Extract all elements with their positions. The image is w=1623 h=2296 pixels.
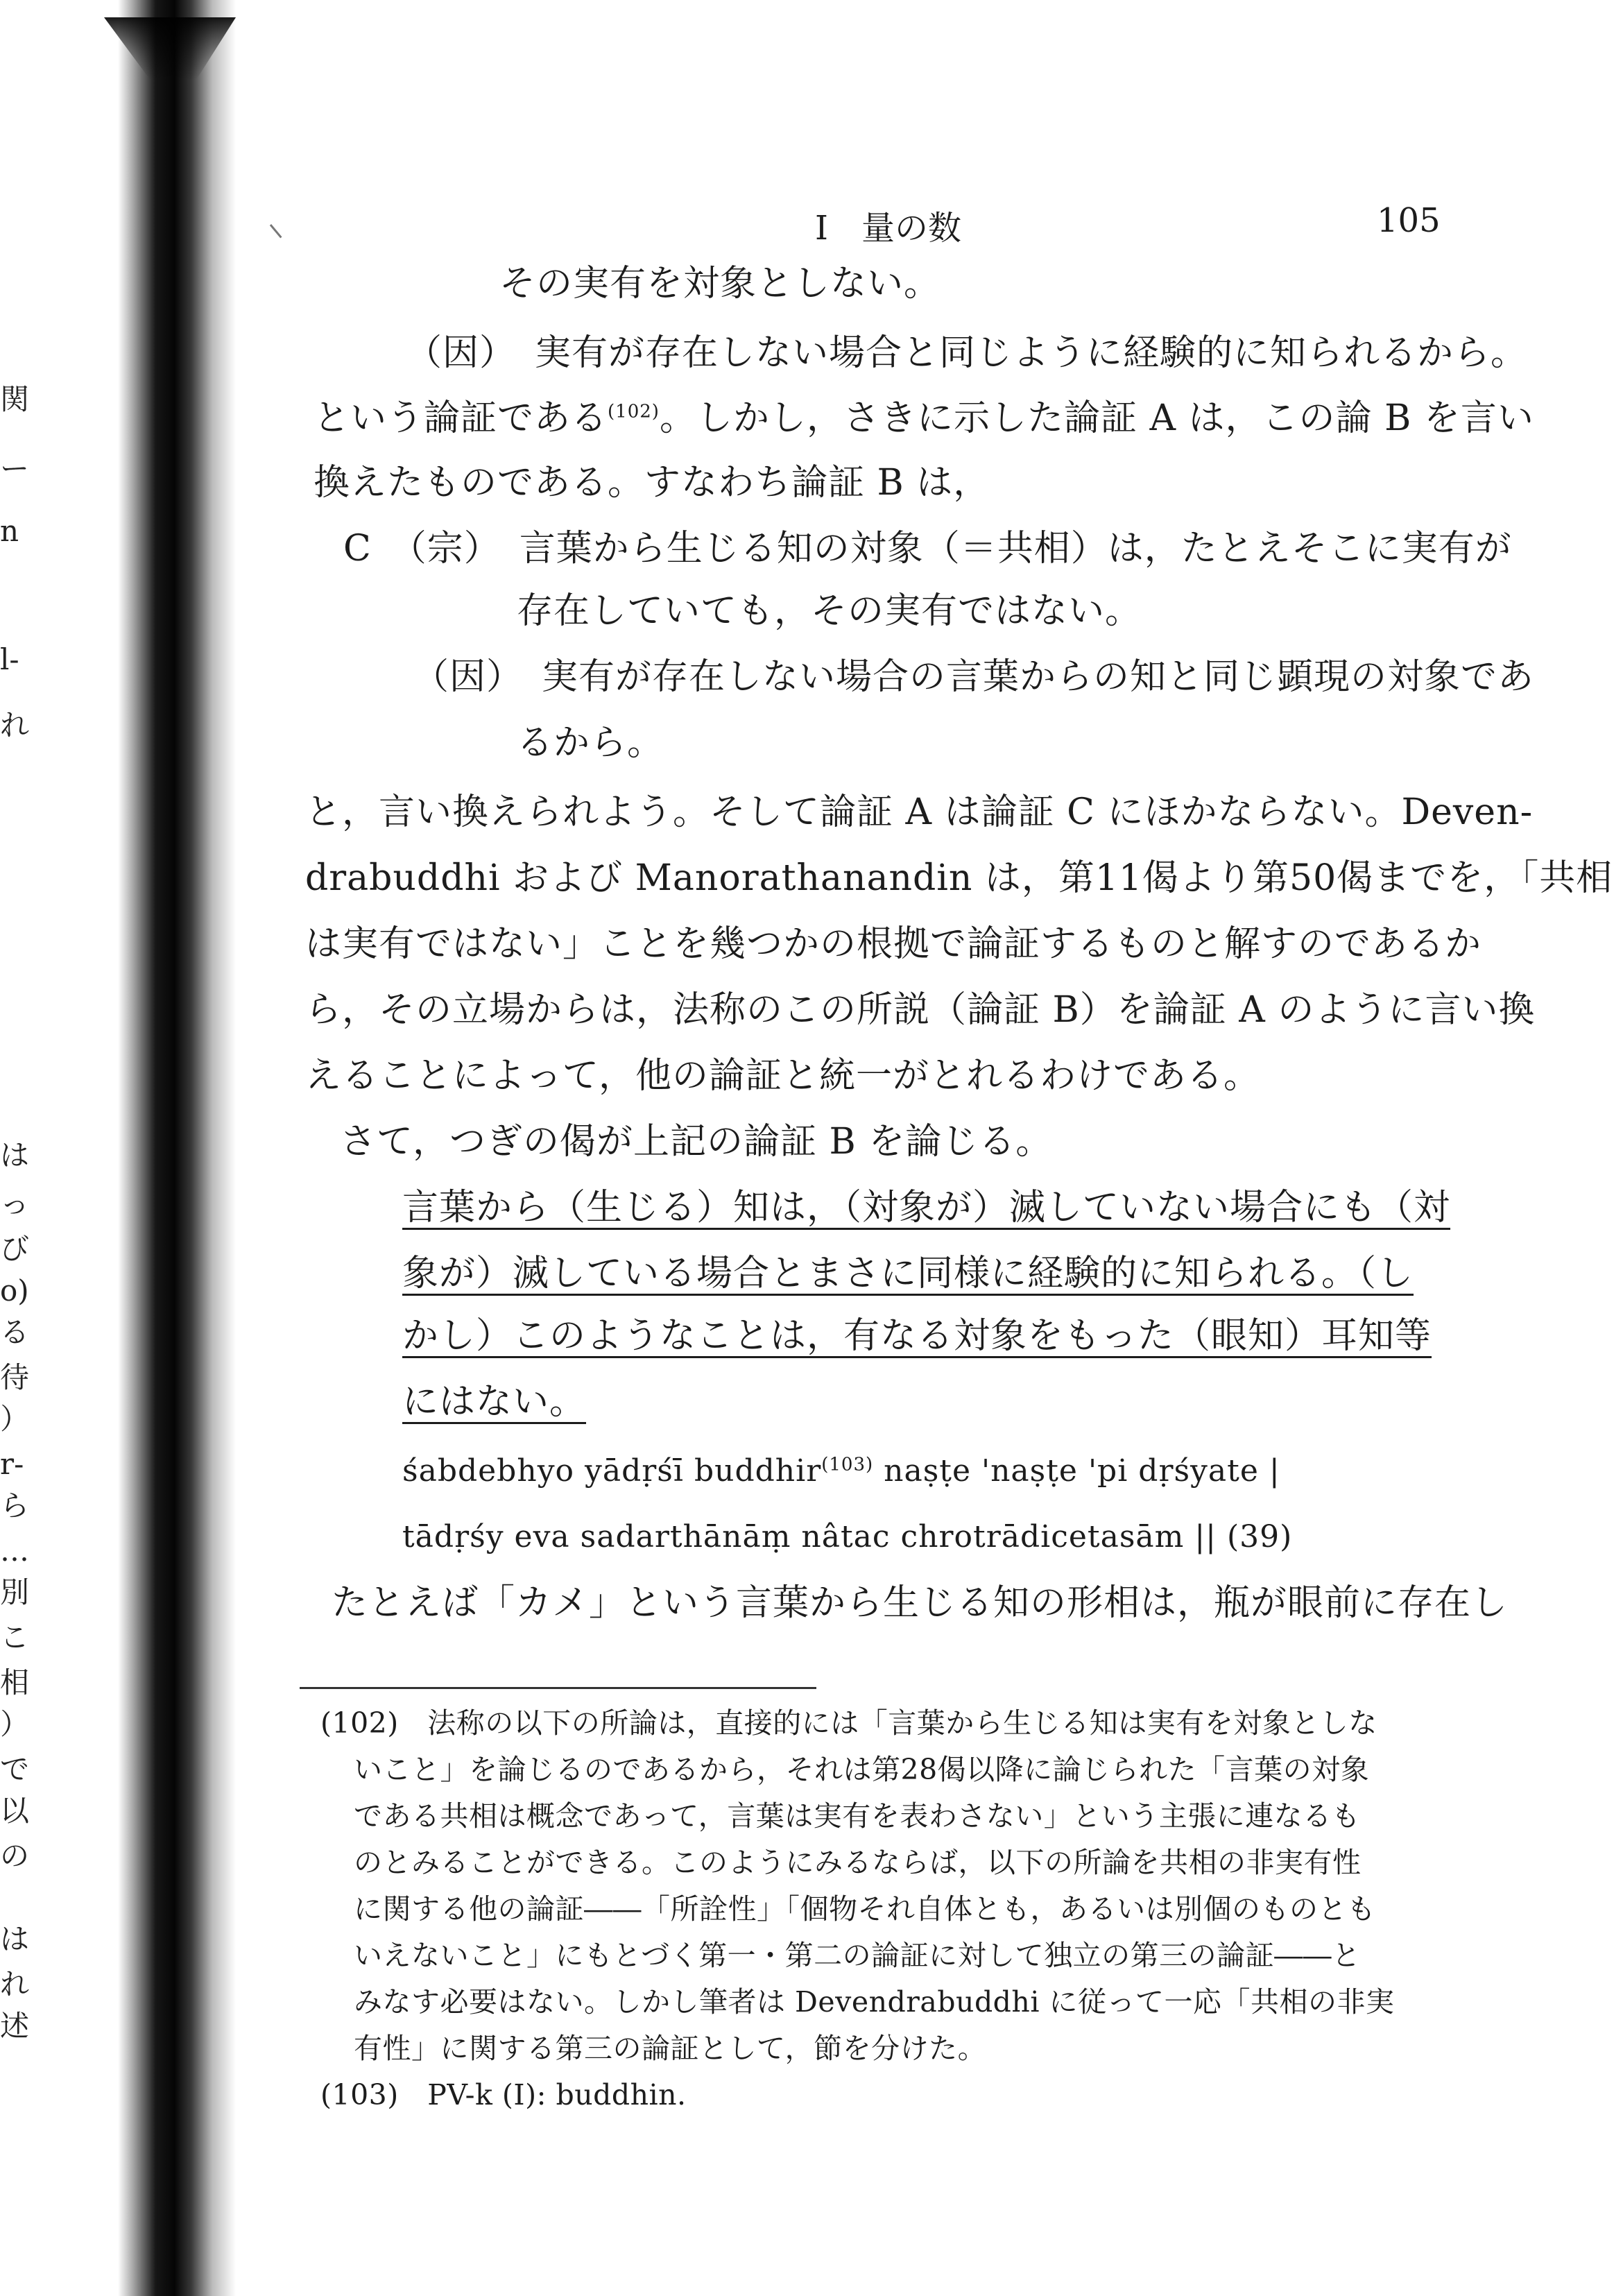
margin-char: ）	[0, 1405, 30, 1434]
footnote-ref-103: (103)	[821, 1454, 874, 1475]
argument-c-line: C （宗） 言葉から生じる知の対象（＝共相）は，たとえそこに実有が	[343, 528, 1512, 569]
body-line: ら，その立場からは，法称のこの所説（論証 B）を論証 A のように言い換	[305, 989, 1536, 1031]
verse-translation-line: 言葉から（生じる）知は，（対象が）滅していない場合にも（対	[402, 1187, 1451, 1228]
margin-char: こ	[0, 1623, 30, 1652]
footnote-line: いこと」を論じるのであるから，それは第28偈以降に論じられた「言葉の対象	[354, 1753, 1370, 1786]
footnote-line: である共相は概念であって，言葉は実有を表わさない」という主張に連なるも	[354, 1799, 1361, 1833]
verse-translation-line: かし）このようなことは，有なる対象をもった（眼知）耳知等	[402, 1315, 1432, 1357]
book-gutter-shadow	[118, 0, 236, 2296]
argument-c-line: るから。	[517, 722, 664, 764]
footnote-line: (102) 法称の以下の所論は，直接的には「言葉から生じる知は実有を対象としな	[320, 1706, 1377, 1740]
sanskrit-verse-line: tādṛśy eva sadarthānāṃ nâtac chrotrādicetasām || (39)	[402, 1519, 1293, 1554]
previous-page-edge	[0, 0, 76, 2296]
body-line: えることによって，他の論証と統一がとれるわけである。	[305, 1055, 1260, 1097]
body-line: は実有ではない」ことを幾つかの根拠で論証するものと解すのであるか	[305, 923, 1482, 965]
body-text: 。しかし，さきに示した論証 A は，この論 B を言い	[659, 397, 1534, 439]
argument-c-line: 存在していても，その実有ではない。	[517, 590, 1142, 632]
margin-char: 関	[0, 385, 30, 414]
body-line: 換えたものである。すなわち論証 B は，	[314, 462, 990, 504]
margin-char: の	[0, 1842, 30, 1871]
footnote-line: のとみることができる。このようにみるならば，以下の所論を共相の非実有性	[354, 1846, 1362, 1879]
margin-char: ー	[0, 454, 30, 483]
margin-char: ら	[0, 1491, 30, 1520]
verse-translation-line: 象が）滅している場合とまさに同様に経験的に知られる。（し	[402, 1253, 1414, 1294]
body-line: drabuddhi および Manorathanandin は，第11偈より第50偈までを，「共相	[305, 857, 1613, 899]
footnote-line: に関する他の論証――「所詮性」「個物それ自体とも，あるいは別個のものとも	[354, 1892, 1376, 1926]
verse-translation-line: にはない。	[402, 1381, 587, 1423]
margin-char: n	[0, 517, 19, 546]
margin-char: o)	[0, 1276, 29, 1305]
sanskrit-verse-line	[402, 1453, 1280, 1490]
margin-char: れ	[0, 711, 30, 740]
body-line: たとえば「カメ」という言葉から生じる知の形相は，瓶が眼前に存在し	[332, 1582, 1509, 1624]
body-text: という論証である	[314, 397, 608, 439]
sanskrit-text: śabdebhyo yādṛśī buddhir	[402, 1453, 822, 1489]
margin-char: …	[0, 1536, 29, 1566]
running-header-section: I 量の数	[815, 209, 961, 248]
margin-char: l-	[0, 645, 19, 674]
margin-char: 待	[0, 1363, 30, 1392]
footnote-line: 有性」に関する第三の論証として，節を分けた。	[354, 2032, 987, 2065]
margin-char: 述	[0, 2012, 30, 2041]
body-line	[314, 397, 1534, 440]
body-line: その実有を対象としない。	[499, 263, 941, 305]
margin-char: び	[0, 1235, 30, 1264]
margin-char: ）	[0, 1710, 30, 1739]
body-line: さて，つぎの偈が上記の論証 B を論じる。	[340, 1121, 1053, 1163]
margin-char: 以	[0, 1797, 30, 1826]
margin-char: れ	[0, 1970, 30, 1999]
margin-char: は	[0, 1141, 30, 1170]
scan-mark	[270, 220, 287, 239]
margin-char: 相	[0, 1668, 30, 1697]
footnote-line: (103) PV-k (I): buddhin.	[320, 2078, 687, 2111]
footnote-line: みなす必要はない。しかし筆者は Devendrabuddhi に従って一応「共相の非実	[354, 1985, 1395, 2019]
footnote-line: いえないこと」にもとづく第一・第二の論証に対して独立の第三の論証――と	[354, 1939, 1361, 1972]
margin-char: る	[0, 1318, 30, 1347]
body-line: （因） 実有が存在しない場合と同じように経験的に知られるから。	[406, 332, 1528, 374]
margin-char: は	[0, 1925, 30, 1954]
margin-char: で	[0, 1755, 30, 1784]
margin-char: 別	[0, 1578, 30, 1607]
sanskrit-text: naṣṭe 'naṣṭe 'pi dṛśyate |	[873, 1453, 1280, 1489]
argument-c-line: （因） 実有が存在しない場合の言葉からの知と同じ顕現の対象であ	[413, 656, 1535, 698]
margin-char: r-	[0, 1450, 24, 1479]
body-line: と，言い換えられよう。そして論証 A は論証 C にほかならない。Deven-	[305, 791, 1534, 833]
footnote-ref-102: (102)	[608, 401, 660, 422]
margin-char: っ	[0, 1190, 30, 1219]
page-number: 105	[1377, 201, 1441, 240]
footnote-rule	[300, 1687, 816, 1689]
